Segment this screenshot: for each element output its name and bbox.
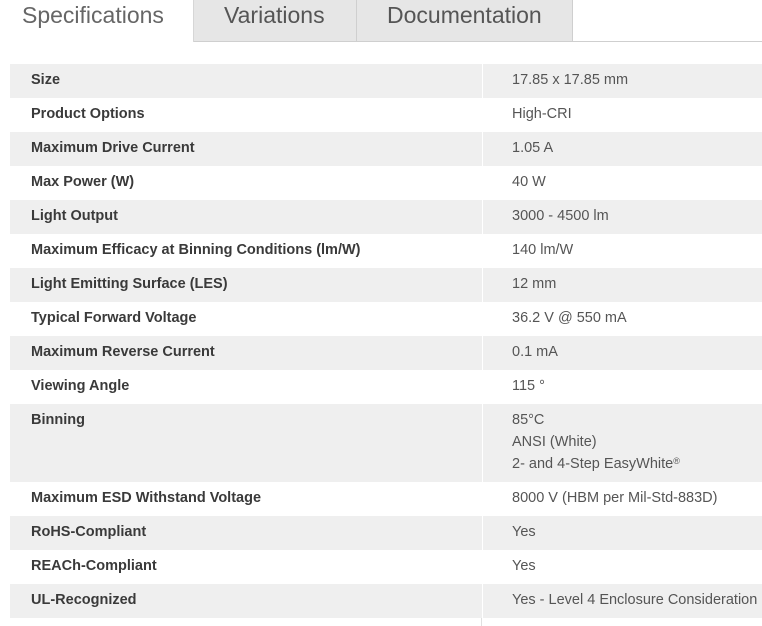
table-row — [10, 64, 762, 98]
tab-bar — [0, 0, 762, 42]
binning-ansi: ANSI (White) — [512, 434, 597, 450]
spec-value-rohs: Yes — [512, 524, 536, 540]
table-row — [10, 234, 762, 268]
table-row — [10, 550, 762, 584]
spec-label-ul: UL-Recognized — [31, 592, 137, 608]
spec-label-size: Size — [31, 72, 61, 88]
registered-trademark-symbol: ® — [673, 456, 680, 466]
tab-documentation[interactable]: Documentation — [357, 0, 573, 42]
binning-easywhite-text: 2- and 4-Step EasyWhite — [512, 456, 674, 472]
spec-value-forward-voltage: 36.2 V @ 550 mA — [512, 310, 627, 326]
spec-label-light-output: Light Output — [31, 208, 118, 224]
table-row — [10, 132, 762, 166]
spec-value-reach: Yes — [512, 558, 536, 574]
table-row — [10, 516, 762, 550]
table-row — [10, 200, 762, 234]
tab-specifications[interactable]: Specifications — [0, 0, 194, 42]
spec-value-max-drive-current: 1.05 A — [512, 140, 554, 156]
table-row — [10, 336, 762, 370]
table-row — [10, 584, 762, 618]
spec-value-max-power: 40 W — [512, 174, 546, 190]
table-row — [10, 482, 762, 516]
table-row — [10, 98, 762, 132]
table-row — [10, 302, 762, 336]
spec-value-size: 17.85 x 17.85 mm — [512, 72, 629, 88]
spec-value-les: 12 mm — [512, 276, 557, 292]
binning-easywhite — [512, 453, 762, 475]
spec-label-product-options: Product Options — [31, 106, 145, 122]
spec-label-esd-voltage: Maximum ESD Withstand Voltage — [31, 490, 262, 506]
spec-value-light-output: 3000 - 4500 lm — [512, 208, 609, 224]
spec-label-rohs: RoHS-Compliant — [31, 524, 147, 540]
spec-label-forward-voltage: Typical Forward Voltage — [31, 310, 197, 326]
spec-label-reverse-current: Maximum Reverse Current — [31, 344, 215, 360]
specifications-table — [10, 64, 762, 618]
spec-value-product-options: High-CRI — [512, 106, 572, 122]
spec-value-max-efficacy: 140 lm/W — [512, 242, 574, 258]
spec-value-esd-voltage: 8000 V (HBM per Mil-Std-883D) — [512, 490, 718, 506]
tab-bar-divider — [194, 41, 762, 42]
spec-label-reach: REACh-Compliant — [31, 558, 157, 574]
tab-variations[interactable]: Variations — [194, 0, 357, 42]
table-row — [10, 370, 762, 404]
spec-label-viewing-angle: Viewing Angle — [31, 378, 130, 394]
column-divider-tail — [481, 618, 482, 626]
spec-value-binning — [483, 404, 762, 482]
table-row — [10, 166, 762, 200]
spec-label-max-efficacy: Maximum Efficacy at Binning Conditions (lm/W) — [31, 242, 361, 258]
spec-label-les: Light Emitting Surface (LES) — [31, 276, 228, 292]
table-row — [10, 404, 762, 482]
spec-value-viewing-angle: 115 ° — [512, 378, 545, 394]
spec-label-max-power: Max Power (W) — [31, 174, 135, 190]
spec-value-ul: Yes - Level 4 Enclosure Consideration — [512, 592, 758, 608]
spec-label-max-drive-current: Maximum Drive Current — [31, 140, 195, 156]
spec-value-reverse-current: 0.1 mA — [512, 344, 558, 360]
binning-temperature: 85°C — [512, 412, 545, 428]
table-row — [10, 268, 762, 302]
spec-label-binning: Binning — [31, 412, 85, 428]
